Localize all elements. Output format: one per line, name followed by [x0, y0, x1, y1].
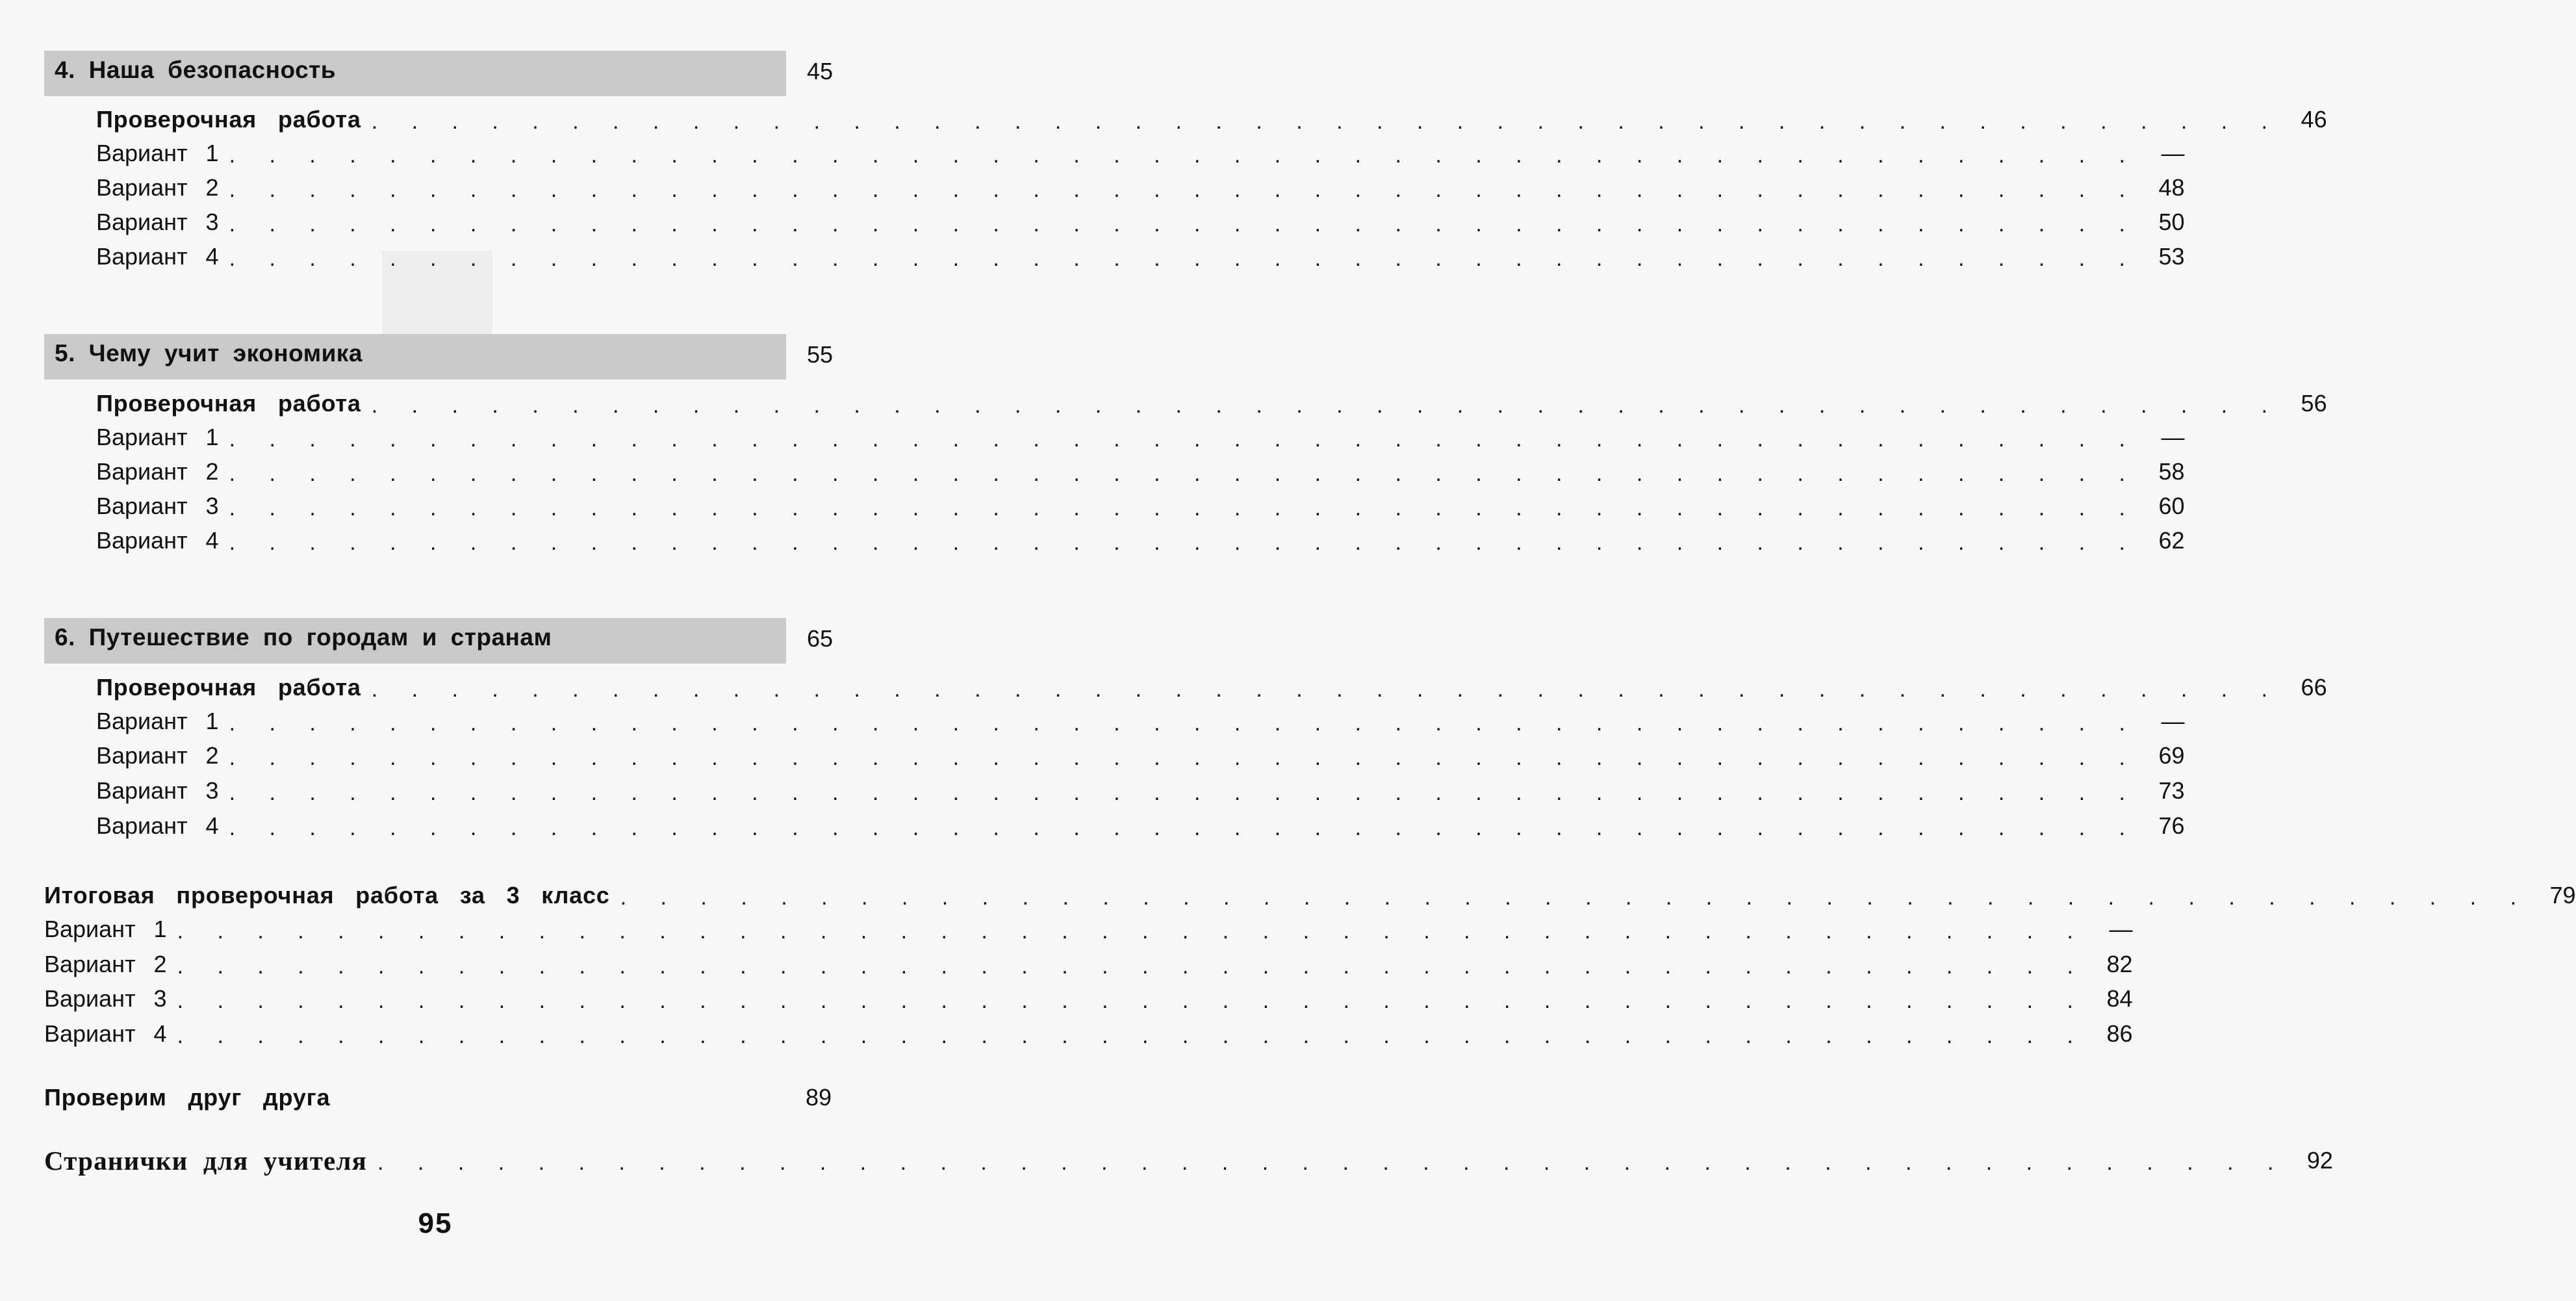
toc-entry-variant[interactable]: [96, 242, 2185, 271]
dot-leader: . . . . . . . . . . . . . . . . . . . . . . . . . . . . . . . . . . . . . . . . . . . . . . . .: [177, 1023, 2087, 1048]
entry-page-number: —: [2161, 140, 2185, 166]
entry-label: Вариант 4: [96, 527, 219, 554]
entry-page-number: —: [2161, 424, 2185, 450]
dot-leader: . . . . . . . . . . . . . . . . . . . . . . . . . . . . . . . . . . . . . . . . . . . . . . . .: [229, 246, 2139, 271]
dot-leader: . . . . . . . . . . . . . . . . . . . . . . . . . . . . . . . . . . . . . . . . . . . . . . . .: [229, 461, 2139, 486]
entry-page-number: 62: [2158, 527, 2185, 554]
toc-entry-final-test[interactable]: [44, 881, 2576, 910]
dot-leader: . . . . . . . . . . . . . . . . . . . . . . . . . . . . . . . . . . . . . . . . . . . . . . . .: [377, 1150, 2288, 1175]
section-page-number: 65: [806, 625, 833, 652]
entry-label: Вариант 4: [96, 243, 219, 270]
entry-page-number: 86: [2106, 1020, 2133, 1047]
toc-entry-variant[interactable]: [44, 915, 2133, 944]
toc-entry-variant[interactable]: [96, 139, 2185, 168]
entry-page-number: 73: [2158, 777, 2185, 804]
toc-entry-variant[interactable]: [96, 457, 2185, 486]
toc-entry-variant[interactable]: [96, 812, 2185, 840]
entry-label: Проверочная работа: [96, 106, 361, 133]
entry-label: Проверочная работа: [96, 674, 361, 701]
dot-leader: . . . . . . . . . . . . . . . . . . . . . . . . . . . . . . . . . . . . . . . . . . . . . . . .: [229, 780, 2139, 805]
entry-label: Странички для учителя: [44, 1146, 368, 1176]
entry-label: Проверочная работа: [96, 390, 361, 417]
dot-leader: . . . . . . . . . . . . . . . . . . . . . . . . . . . . . . . . . . . . . . . . . . . . . . . .: [229, 495, 2139, 521]
entry-label: Вариант 1: [96, 424, 219, 450]
dot-leader: . . . . . . . . . . . . . . . . . . . . . . . . . . . . . . . . . . . . . . . . . . . . . . . .: [371, 109, 2282, 134]
dot-leader: . . . . . . . . . . . . . . . . . . . . . . . . . . . . . . . . . . . . . . . . . . . . . . . .: [229, 710, 2139, 736]
entry-page-number: 82: [2106, 951, 2133, 977]
entry-label: Вариант 1: [44, 916, 167, 942]
section-title: 5. Чему учит экономика: [55, 340, 363, 367]
entry-page-number: 92: [2306, 1147, 2333, 1174]
section-page-number: 55: [806, 341, 833, 368]
entry-page-number: 69: [2158, 742, 2185, 769]
entry-label: Вариант 3: [96, 209, 219, 235]
dot-leader: . . . . . . . . . . . . . . . . . . . . . . . . . . . . . . . . . . . . . . . . . . . . . . . .: [229, 815, 2139, 840]
toc-entry-variant[interactable]: [44, 950, 2133, 979]
toc-entry-variant[interactable]: [96, 492, 2185, 521]
entry-label: Вариант 1: [96, 708, 219, 734]
entry-page-number: 79: [2549, 882, 2576, 908]
toc-entry-variant[interactable]: [96, 174, 2185, 202]
entry-label: Вариант 2: [96, 458, 219, 485]
entry-label: Вариант 1: [96, 140, 219, 166]
toc-entry-variant[interactable]: [96, 741, 2185, 770]
dot-leader: . . . . . . . . . . . . . . . . . . . . . . . . . . . . . . . . . . . . . . . . . . . . . . . .: [229, 211, 2139, 237]
dot-leader: . . . . . . . . . . . . . . . . . . . . . . . . . . . . . . . . . . . . . . . . . . . . . . . .: [229, 177, 2139, 202]
page-number: 95: [418, 1207, 453, 1239]
toc-entry-variant[interactable]: [44, 985, 2133, 1013]
entry-page-number: 89: [805, 1084, 832, 1111]
entry-label: Вариант 2: [96, 742, 219, 769]
toc-entry-peer-check[interactable]: [44, 1083, 832, 1112]
entry-label: Итоговая проверочная работа за 3 класс: [44, 882, 610, 908]
toc-entry-teacher-pages[interactable]: [44, 1144, 2333, 1178]
toc-entry-variant[interactable]: [96, 526, 2185, 555]
section-title: 4. Наша безопасность: [55, 57, 337, 83]
dot-leader: . . . . . . . . . . . . . . . . . . . . . . . . . . . . . . . . . . . . . . . . . . . . . . . .: [177, 953, 2087, 979]
entry-label: Вариант 2: [96, 174, 219, 201]
section-page-number: 45: [806, 58, 833, 84]
entry-page-number: 53: [2158, 243, 2185, 270]
dot-leader: . . . . . . . . . . . . . . . . . . . . . . . . . . . . . . . . . . . . . . . . . . . . . . . .: [229, 426, 2139, 452]
dot-leader: . . . . . . . . . . . . . . . . . . . . . . . . . . . . . . . . . . . . . . . . . . . . . . . .: [229, 530, 2139, 555]
toc-entry-variant[interactable]: [96, 423, 2185, 452]
toc-entry-variant[interactable]: [96, 707, 2185, 736]
dot-leader: . . . . . . . . . . . . . . . . . . . . . . . . . . . . . . . . . . . . . . . . . . . . . . . .: [620, 884, 2531, 910]
entry-label: Вариант 2: [44, 951, 167, 977]
entry-page-number: 58: [2158, 458, 2185, 485]
entry-page-number: 84: [2106, 985, 2133, 1012]
entry-label: Вариант 3: [96, 493, 219, 519]
entry-label: Вариант 3: [44, 985, 167, 1012]
entry-page-number: 46: [2301, 106, 2327, 133]
section-title: 6. Путешествие по городам и странам: [55, 624, 552, 650]
entry-page-number: 60: [2158, 493, 2185, 519]
entry-page-number: 56: [2301, 390, 2327, 417]
dot-leader: . . . . . . . . . . . . . . . . . . . . . . . . . . . . . . . . . . . . . . . . . . . . . . . .: [229, 142, 2139, 168]
entry-page-number: 66: [2301, 674, 2327, 701]
entry-label: Проверим друг друга: [44, 1084, 331, 1111]
entry-page-number: —: [2161, 708, 2185, 734]
dot-leader: . . . . . . . . . . . . . . . . . . . . . . . . . . . . . . . . . . . . . . . . . . . . . . . .: [177, 918, 2087, 944]
entry-page-number: 50: [2158, 209, 2185, 235]
entry-page-number: —: [2109, 916, 2133, 942]
entry-label: Вариант 3: [96, 777, 219, 804]
toc-entry-variant[interactable]: [44, 1020, 2133, 1048]
toc-entry-test[interactable]: [96, 105, 2327, 134]
entry-label: Вариант 4: [44, 1020, 167, 1047]
dot-leader: . . . . . . . . . . . . . . . . . . . . . . . . . . . . . . . . . . . . . . . . . . . . . . . .: [371, 676, 2282, 702]
entry-page-number: 48: [2158, 174, 2185, 201]
toc-entry-variant[interactable]: [96, 777, 2185, 805]
toc-entry-variant[interactable]: [96, 208, 2185, 237]
dot-leader: . . . . . . . . . . . . . . . . . . . . . . . . . . . . . . . . . . . . . . . . . . . . . . . .: [371, 393, 2282, 418]
entry-label: Вариант 4: [96, 812, 219, 839]
dot-leader: . . . . . . . . . . . . . . . . . . . . . . . . . . . . . . . . . . . . . . . . . . . . . . . .: [229, 745, 2139, 770]
toc-entry-test[interactable]: [96, 673, 2327, 702]
entry-page-number: 76: [2158, 812, 2185, 839]
dot-leader: . . . . . . . . . . . . . . . . . . . . . . . . . . . . . . . . . . . . . . . . . . . . . . . .: [177, 988, 2087, 1013]
toc-entry-test[interactable]: [96, 389, 2327, 418]
